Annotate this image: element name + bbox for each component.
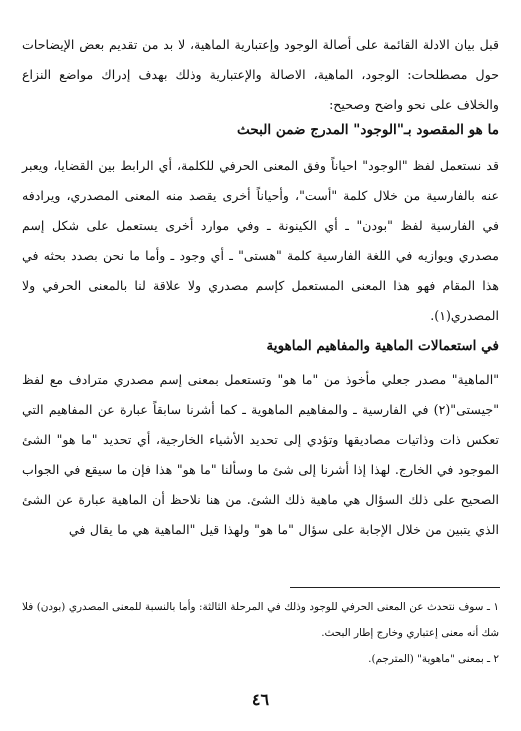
mahiya-heading: في استعمالات الماهية والمفاهيم الماهوية	[266, 338, 499, 354]
wujud-heading-block	[22, 117, 499, 143]
footnote-separator	[290, 587, 500, 588]
intro-paragraph: قبل بيان الادلة القائمة على أصالة الوجود وإعتبارية الماهية، لا بد من تقديم بعض الإيضاحات حول مصطلحات: الوجود، الماهية، الاصالة والإعتبارية وذلك بهدف إدراك مواضع النزاع والخلاف على نحو واضح وصحيح:	[22, 37, 499, 112]
wujud-heading: ما هو المقصود بـ"الوجود" المدرج ضمن البحث	[236, 122, 499, 138]
mahiya-block	[22, 365, 499, 545]
wujud-paragraph: قد نستعمل لفظ "الوجود" احياناً وفق المعنى الحرفي للكلمة، أي الرابط بين القضايا، ويعبر عنه بالفارسية من خلال كلمة "أست"، وأحياناً أخرى يقصد منه المعنى المصدري، ويرادفه في الفارسية لفظ "بودن" ـ أي الكينونة ـ وفي موارد أخرى يستعمل على شكل إسم مصدري ويوازيه في اللغة الفارسية كلمة "هستى" ـ أي وجود ـ وأما ما نحن بصدد بحثه في هذا المقام فهو هذا المعنى المستعمل كإسم مصدري ولا علاقة لنا بالمعنى الحرفي ولا المصدري(١).	[22, 158, 499, 323]
mahiya-paragraph: "الماهية" مصدر جعلي مأخوذ من "ما هو" وتستعمل بمعنى إسم مصدري مترادف مع لفظ "جيستى"(٢) في الفارسية ـ والمفاهيم الماهوية ـ كما أشرنا سابقاً عبارة عن المفاهيم التي تعكس ذات وذاتيات مصاديقها وتؤدي إلى تحديد الأشياء الخارجية، أي تحديد "ما هو" الشئ الموجود في الخارج. لهذا إذا أشرنا إلى شئ ما وسألنا "ما هو" هذا فإن ما سيقع في الجواب الصحيح على ذلك السؤال هي ماهية ذلك الشئ. من هنا نلاحظ أن الماهية عبارة عن الشئ الذي يتبين من خلال الإجابة على سؤال "ما هو" ولهذا قيل "الماهية هي ما يقال في	[22, 372, 499, 537]
wujud-block	[22, 151, 499, 331]
mahiya-heading-block	[22, 333, 499, 359]
intro-block	[22, 30, 499, 120]
footnotes	[22, 594, 499, 672]
footnote-2: ٢ ـ بمعنى "ماهوية" (المترجم).	[368, 653, 499, 665]
page-number: ٤٦	[251, 690, 270, 709]
footnote-1: ١ ـ سوف نتحدث عن المعنى الحرفي للوجود وذلك في المرحلة الثالثة: وأما بالنسبة للمعنى المصدري (بودن) فلا شك أنه معنى إعتباري وخارج إطار البحث.	[22, 601, 499, 639]
